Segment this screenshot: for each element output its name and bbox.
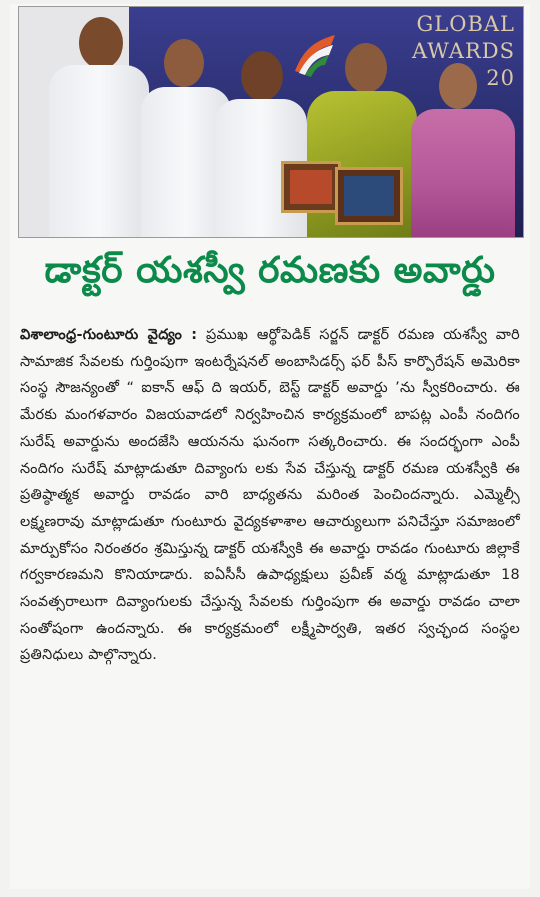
banner-line-1: GLOBAL	[416, 12, 515, 36]
award-plaque-2	[335, 167, 403, 225]
person-5-saree	[411, 109, 515, 237]
award-ceremony-photo	[18, 6, 524, 238]
headline: డాక్టర్ యశస్వీ రమణకు అవార్డు	[44, 250, 496, 291]
article-dateline: విశాలాంధ్ర-గుంటూరు వైద్యం :	[20, 327, 198, 343]
article-text: ప్రముఖ ఆర్థోపెడిక్ సర్జన్ డాక్టర్ రమణ యశస్వీ వారి సామాజిక సేవలకు గుర్తింపుగా ఇంటర్నేషనల్ అంబాసిడర్స్ ఫర్ పీస్ కార్పొరేషన్ అమెరికా సంస్థ సౌజన్యంతో “ ఐకాన్ ఆఫ్ ది ఇయర్, బెస్ట్ డాక్టర్ అవార్డు ’ను స్వీకరించారు. ఈ మేరకు మంగళవారం విజయవాడలో నిర్వహించిన కార్యక్రమంలో బాపట్ల ఎంపీ నందిగం సురేష్ అవార్డును అందజేసి ఆయనను ఘనంగా సత్కరించారు. ఈ సందర్భంగా ఎంపీ నందిగం సురేష్ మాట్లాడుతూ దివ్యాంగు లకు సేవ చేస్తున్న డాక్టర్ రమణ యశస్వీకి ఈ ప్రతిష్ఠాత్మక అవార్డు రావడం వారి బాధ్యతను మరింత పెంచిందన్నారు. ఎమ్మెల్సీ లక్ష్మణరావు మాట్లాడుతూ గుంటూరు వైద్యకళాశాల ఆచార్యులుగా పనిచేస్తూ సమాజంలో మార్పుకోసం నిరంతరం శ్రమిస్తున్న డాక్టర్ యశస్వీకి ఈ అవార్డు రావడం గుంటూరు జిల్లాకే గర్వకారణమని కొనియాడారు. ఐఏసీసీ ఉపాధ్యక్షులు ప్రవీణ్ వర్మ మాట్లాడుతూ 18 సంవత్సరాలుగా దివ్యాంగులకు చేస్తున్న సేవలకు గుర్తింపుగా ఈ అవార్డు రావడం చాలా సంతోషంగా ఉందన్నారు. ఈ కార్యక్రమంలో లక్ష్మీపార్వతి, ఇతర స్వచ్ఛంద సంస్థల ప్రతినిధులు పాల్గొన్నారు.	[20, 327, 521, 664]
person-5-head	[435, 63, 481, 115]
banner-line-3: 20	[486, 66, 515, 90]
newspaper-clipping	[10, 4, 530, 889]
article-body	[20, 322, 520, 669]
person-1-body	[49, 65, 149, 237]
banner-line-2: AWARDS	[411, 39, 515, 63]
award-plaque-1	[281, 161, 341, 213]
flag-emblem-icon	[291, 31, 339, 77]
